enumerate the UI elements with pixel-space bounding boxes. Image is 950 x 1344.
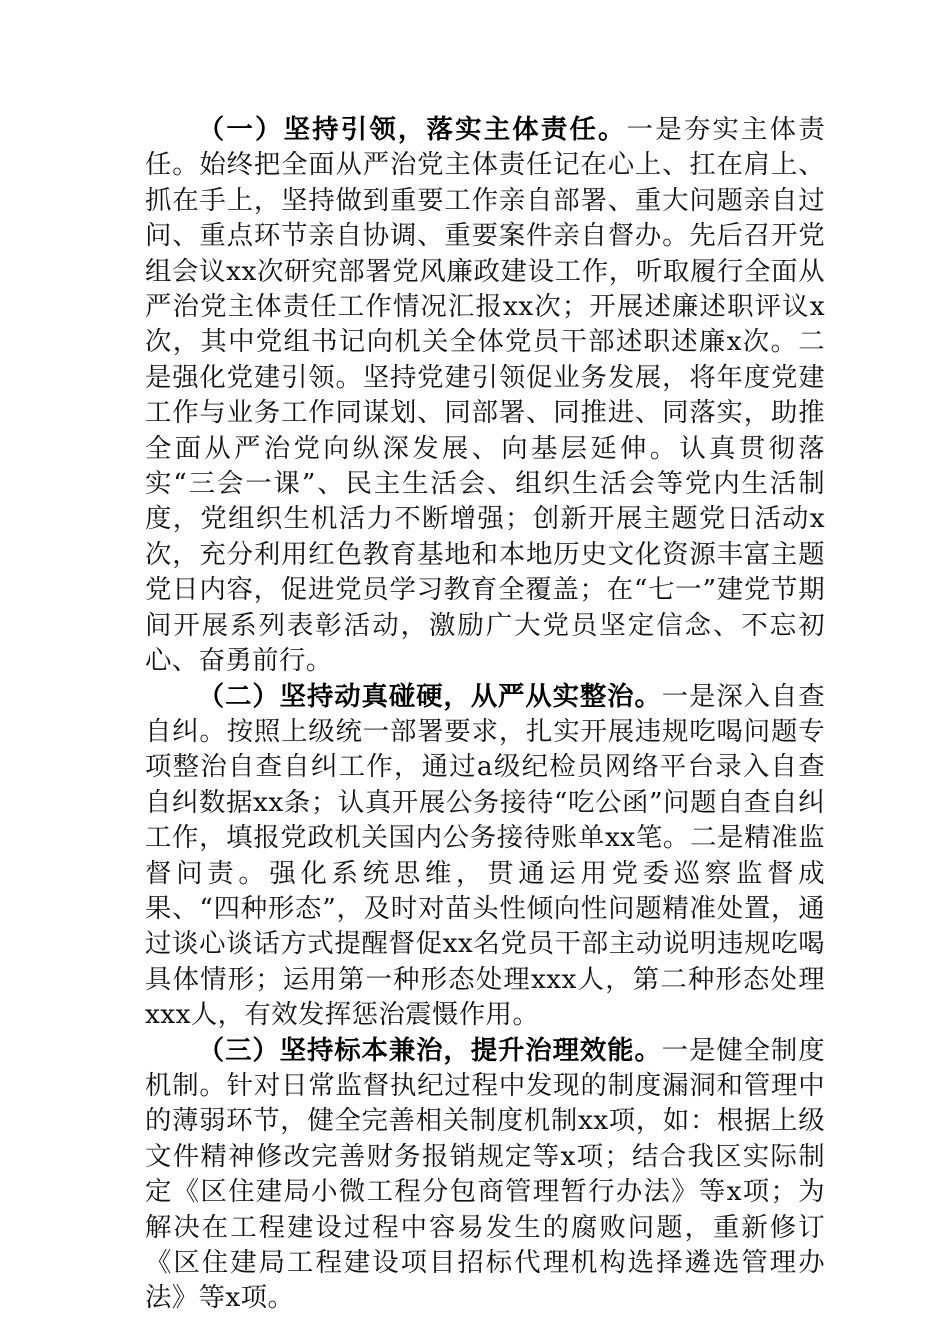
paragraph-2-text: 一是深入自查自纠。按照上级统一部署要求，扎实开展违规吃喝问题专项整治自查自纠工作，通过a级纪检员网络平台录入自查自纠数据xx条；认真开展公务接待“吃公函”问题自查自纠工作，填报党政机关国内公务接待账单xx笔。二是精准监督问责。强化系统思维，贯通运用党委巡察监督成果、“四种形态”，及时对苗头性倾向性问题精准处置，通过谈心谈话方式提醒督促xx名党员干部主动说明违规吃喝具体情形；运用第一种形态处理xxx人，第二种形态处理xxx人，有效发挥惩治震慑作用。 — [145, 680, 825, 1031]
paragraph-3-heading: （三）坚持标本兼治，提升治理效能。 — [197, 1034, 662, 1066]
paragraph-1-heading: （一）坚持引领，落实主体责任。 — [197, 114, 627, 145]
document-body — [145, 112, 825, 1316]
paragraph-1 — [145, 112, 825, 679]
paragraph-3 — [145, 1033, 825, 1316]
paragraph-1-text: 一是夯实主体责任。始终把全面从严治党主体责任记在心上、扛在肩上、抓在手上，坚持做到重要工作亲自部署、重大问题亲自过问、重点环节亲自协调、重要案件亲自督办。先后召开党组会议xx次研究部署党风廉政建设工作，听取履行全面从严治党主体责任工作情况汇报xx次；开展述廉述职评议x次，其中党组书记向机关全体党员干部述职述廉x次。二是强化党建引领。坚持党建引领促业务发展，将年度党建工作与业务工作同谋划、同部署、同推进、同落实，助推全面从严治党向纵深发展、向基层延伸。认真贯彻落实“三会一课”、民主生活会、组织生活会等党内生活制度，党组织生机活力不断增强；创新开展主题党日活动x次，充分利用红色教育基地和本地历史文化资源丰富主题党日内容，促进党员学习教育全覆盖；在“七一”建党节期间开展系列表彰活动，激励广大党员坚定信念、不忘初心、奋勇前行。 — [145, 114, 825, 677]
paragraph-3-text: 一是健全制度机制。针对日常监督执纪过程中发现的制度漏洞和管理中的薄弱环节，健全完善相关制度机制xx项，如：根据上级文件精神修改完善财务报销规定等x项；结合我区实际制定《区住建局小微工程分包商管理暂行办法》等x项；为解决在工程建设过程中容易发生的腐败问题，重新修订《区住建局工程建设项目招标代理机构选择遴选管理办法》等x项。 — [145, 1034, 825, 1314]
paragraph-2-heading: （二）坚持动真碰硬，从严从实整治。 — [197, 680, 662, 712]
paragraph-2 — [145, 679, 825, 1033]
